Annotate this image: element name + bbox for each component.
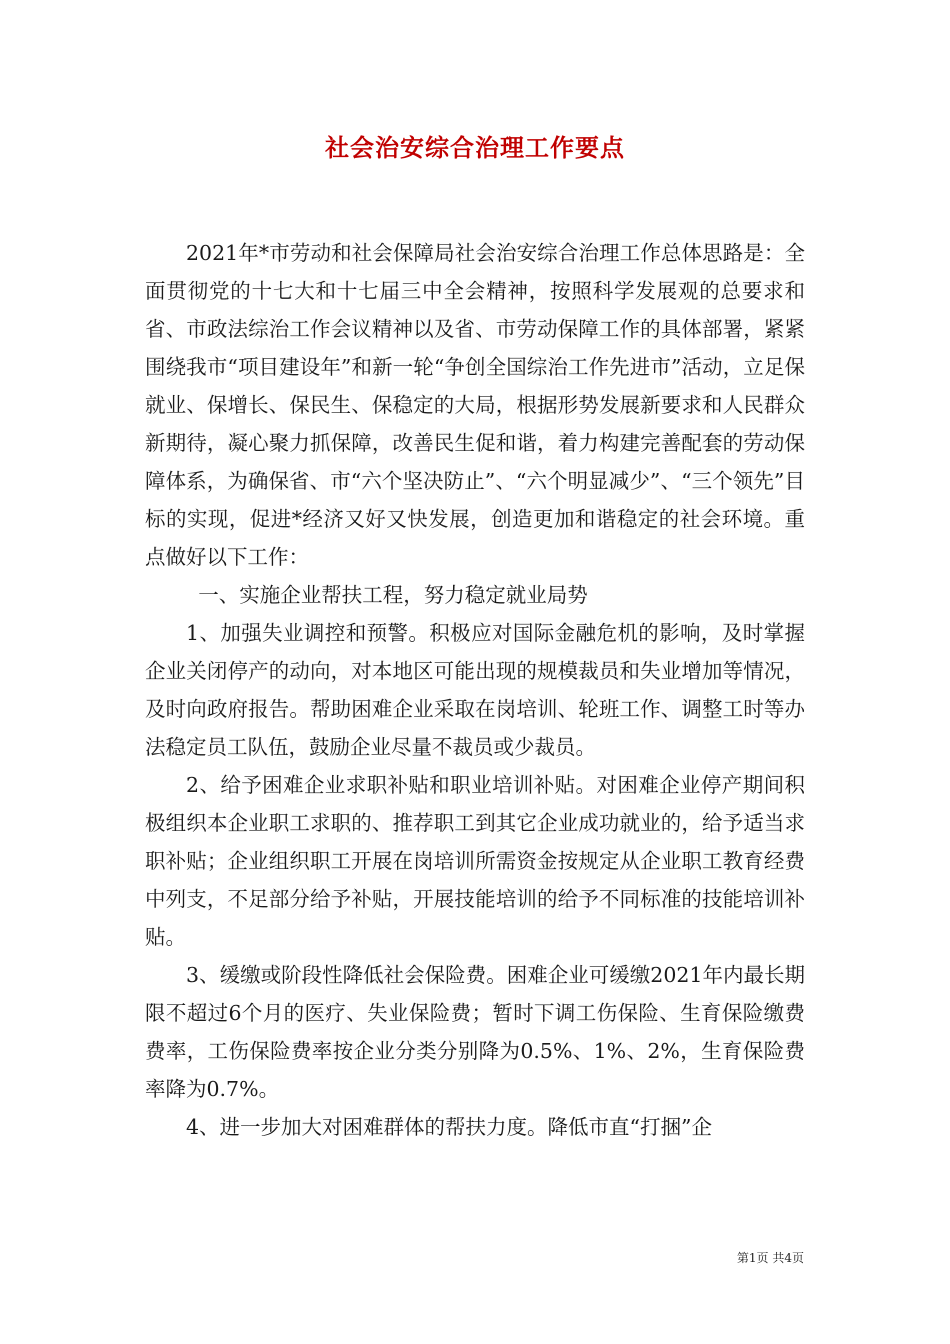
paragraph-item-4: 4、进一步加大对困难群体的帮扶力度。降低市直“打捆”企 <box>186 1115 713 1139</box>
paragraph-item-2: 2、给予困难企业求职补贴和职业培训补贴。对困难企业停产期间积极组织本企业职工求职的、推荐职工到其它企业成功就业的，给予适当求职补贴；企业组织职工开展在岗培训所需资金按规定从企业职工教育经费中列支，不足部分给予补贴，开展技能培训的给予不同标准的技能培训补贴。 <box>145 773 805 949</box>
paragraph-intro: 2021年*市劳动和社会保障局社会治安综合治理工作总体思路是：全面贯彻党的十七大和十七届三中全会精神，按照科学发展观的总要求和省、市政法综治工作会议精神以及省、市劳动保障工作的具体部署，紧紧围绕我市“项目建设年”和新一轮“争创全国综治工作先进市”活动，立足保就业、保增长、保民生、保稳定的大局，根据形势发展新要求和人民群众新期待，凝心聚力抓保障，改善民生促和谐，着力构建完善配套的劳动保障体系，为确保省、市“六个坚决防止”、“六个明显减少”、“三个领先”目标的实现，促进*经济又好又快发展，创造更加和谐稳定的社会环境。重点做好以下工作： <box>145 241 805 569</box>
paragraph-item-1: 1、加强失业调控和预警。积极应对国际金融危机的影响，及时掌握企业关闭停产的动向，对本地区可能出现的规模裁员和失业增加等情况，及时向政府报告。帮助困难企业采取在岗培训、轮班工作、调整工时等办法稳定员工队伍，鼓励企业尽量不裁员或少裁员。 <box>145 621 805 759</box>
section-heading: 一、实施企业帮扶工程，努力稳定就业局势 <box>198 583 588 607</box>
paragraph-item-3: 3、缓缴或阶段性降低社会保险费。困难企业可缓缴2021年内最长期限不超过6个月的医疗、失业保险费；暂时下调工伤保险、生育保险缴费费率，工伤保险费率按企业分类分别降为0.5%、1%、2%，生育保险费率降为0.7%。 <box>145 963 805 1101</box>
document-title: 社会治安综合治理工作要点 <box>325 133 625 162</box>
page-number: 第1页 共4页 <box>736 1251 804 1265</box>
document-body <box>145 234 805 1146</box>
